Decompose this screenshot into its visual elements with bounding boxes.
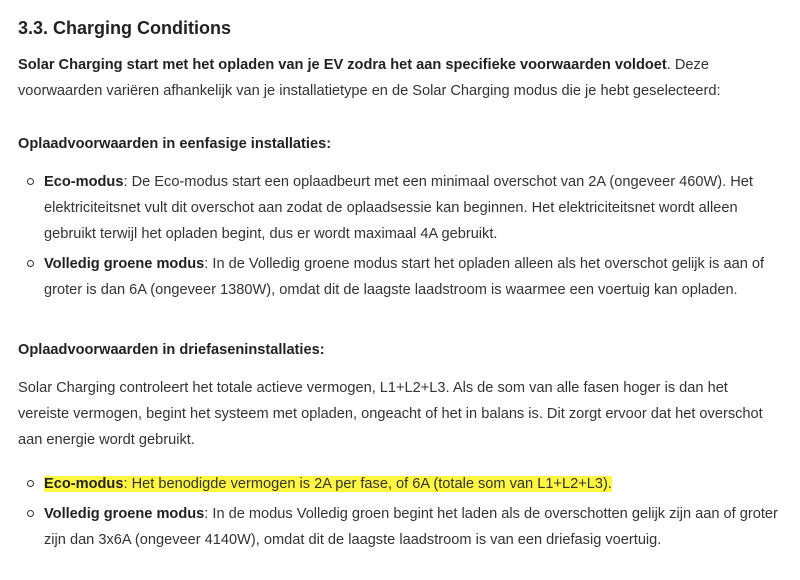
highlight-mark xyxy=(44,476,612,492)
three-phase-list xyxy=(18,471,782,553)
single-phase-list xyxy=(18,169,782,303)
list-item-term: Volledig groene modus xyxy=(44,256,205,272)
list-item-term: Eco-modus xyxy=(44,476,124,492)
list-item-text: : In de modus Volledig groen begint het laden als de overschotten gelijk zijn aan of groter zijn dan 3x6A (ongeveer 4140W), omdat dit de laagste laadstroom is van een driefasig voertuig. xyxy=(44,506,778,548)
page-title: 3.3. Charging Conditions xyxy=(18,18,232,38)
section-heading-single-phase: Oplaadvoorwaarden in eenfasige installaties: xyxy=(18,136,332,152)
list-item-term: Eco-modus xyxy=(44,174,124,190)
three-phase-paragraph: Solar Charging controleert het totale actieve vermogen, L1+L2+L3. Als de som van alle fasen hoger is dan het vereiste vermogen, begint het systeem met opladen, ongeacht of het in balans is. Dit zorgt ervoor dat het overschot aan energie wordt gebruikt. xyxy=(18,380,763,448)
list-item-term: Volledig groene modus xyxy=(44,506,205,522)
list-item xyxy=(44,251,782,303)
list-item-text: : In de Volledig groene modus start het opladen alleen als het overschot gelijk is aan of groter is dan 6A (ongeveer 1380W), omdat dit de laagste laadstroom is waarmee een voertuig kan opladen. xyxy=(44,256,765,298)
list-item xyxy=(44,501,782,553)
intro-bold: Solar Charging start met het opladen van je EV zodra het aan specifieke voorwaarden voldoet xyxy=(18,57,667,73)
list-item-text: : De Eco-modus start een oplaadbeurt met een minimaal overschot van 2A (ongeveer 460W). Het elektriciteitsnet vult dit overschot aan zodat de oplaadsessie kan beginnen. Het elektriciteitsnet wordt alleen gebruikt terwijl het opladen begint, dus er wordt maximaal 4A gebruikt. xyxy=(44,174,753,242)
intro-paragraph xyxy=(18,52,782,104)
intro-text: . Deze voorwaarden variëren afhankelijk van je installatietype en de Solar Charging modus die je hebt geselecteerd: xyxy=(18,57,721,99)
list-item xyxy=(44,169,782,247)
list-item-text: : Het benodigde vermogen is 2A per fase, of 6A (totale som van L1+L2+L3). xyxy=(123,476,612,492)
section-heading-three-phase: Oplaadvoorwaarden in driefaseninstallaties: xyxy=(18,342,325,358)
list-item xyxy=(44,471,782,497)
